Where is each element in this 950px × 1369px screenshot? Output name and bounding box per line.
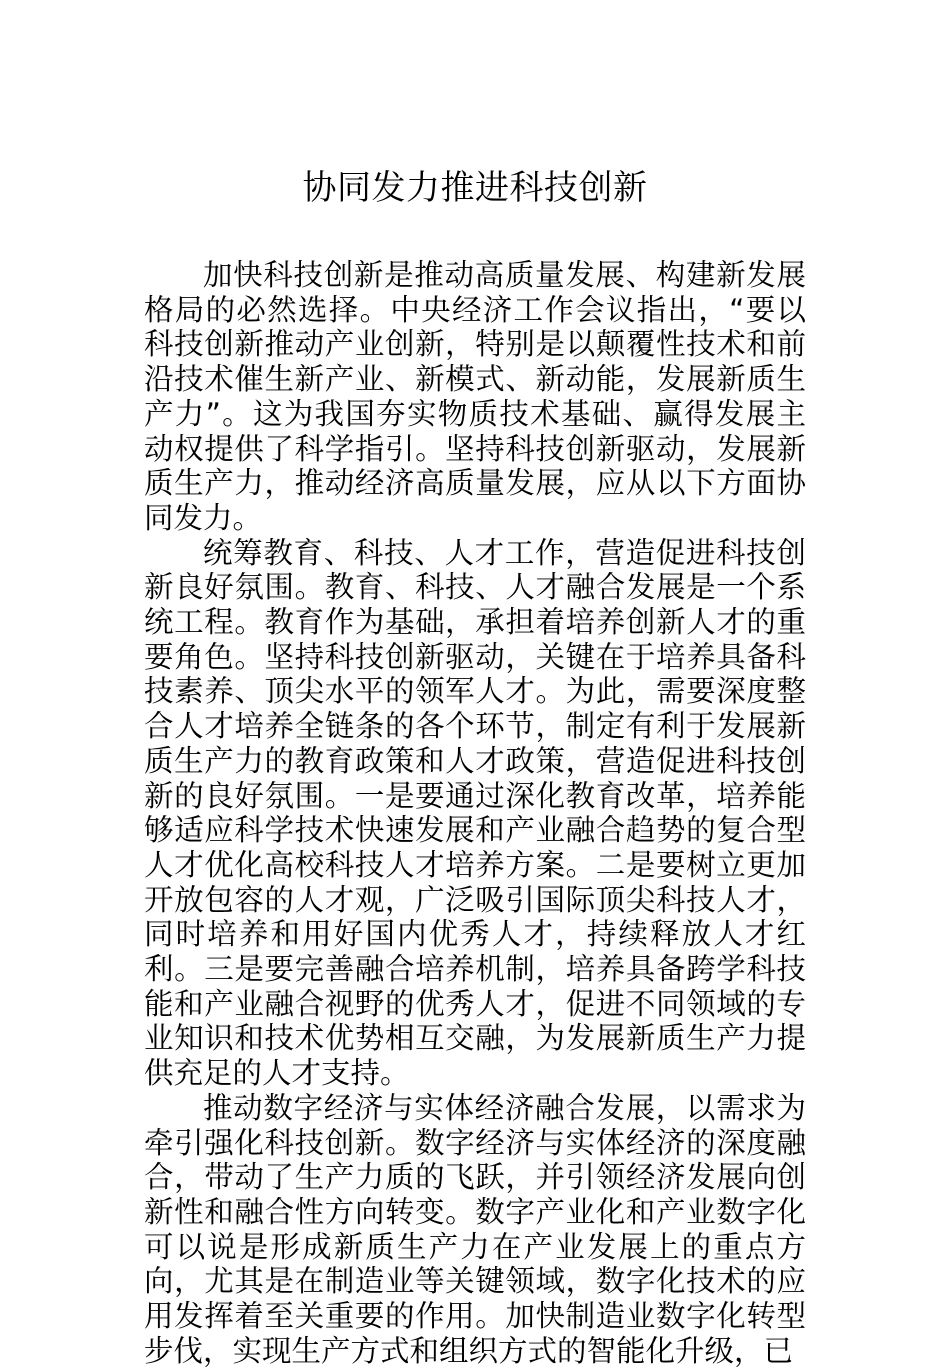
- paragraph-1: 加快科技创新是推动高质量发展、构建新发展格局的必然选择。中央经济工作会议指出，“要以科技创新推动产业创新，特别是以颠覆性技术和前沿技术催生新产业、新模式、新动能，发展新质生产力”。这为我国夯实物质技术基础、赢得发展主动权提供了科学指引。坚持科技创新驱动，发展新质生产力，推动经济高质量发展，应从以下方面协同发力。: [144, 258, 806, 535]
- document-title: 协同发力推进科技创新: [302, 168, 648, 208]
- paragraph-2: 统筹教育、科技、人才工作，营造促进科技创新良好氛围。教育、科技、人才融合发展是一个系统工程。教育作为基础，承担着培养创新人才的重要角色。坚持科技创新驱动，关键在于培养具备科技素养、顶尖水平的领军人才。为此，需要深度整合人才培养全链条的各个环节，制定有利于发展新质生产力的教育政策和人才政策，营造促进科技创新的良好氛围。一是要通过深化教育改革，培养能够适应科学技术快速发展和产业融合趋势的复合型人才优化高校科技人才培养方案。二是要树立更加开放包容的人才观，广泛吸引国际顶尖科技人才，同时培养和用好国内优秀人才，持续释放人才红利。三是要完善融合培养机制，培养具备跨学科技能和产业融合视野的优秀人才，促进不同领域的专业知识和技术优势相互交融，为发展新质生产力提供充足的人才支持。: [144, 535, 806, 1091]
- paragraph-3: 推动数字经济与实体经济融合发展，以需求为牵引强化科技创新。数字经济与实体经济的深度融合，带动了生产力质的飞跃，并引领经济发展向创新性和融合性方向转变。数字产业化和产业数字化可以说是形成新质生产力在产业发展上的重点方向，尤其是在制造业等关键领域，数字化技术的应用发挥着至关重要的作用。加快制造业数字化转型步伐，实现生产方式和组织方式的智能化升级，已: [144, 1090, 806, 1368]
- document-body: [144, 258, 806, 1369]
